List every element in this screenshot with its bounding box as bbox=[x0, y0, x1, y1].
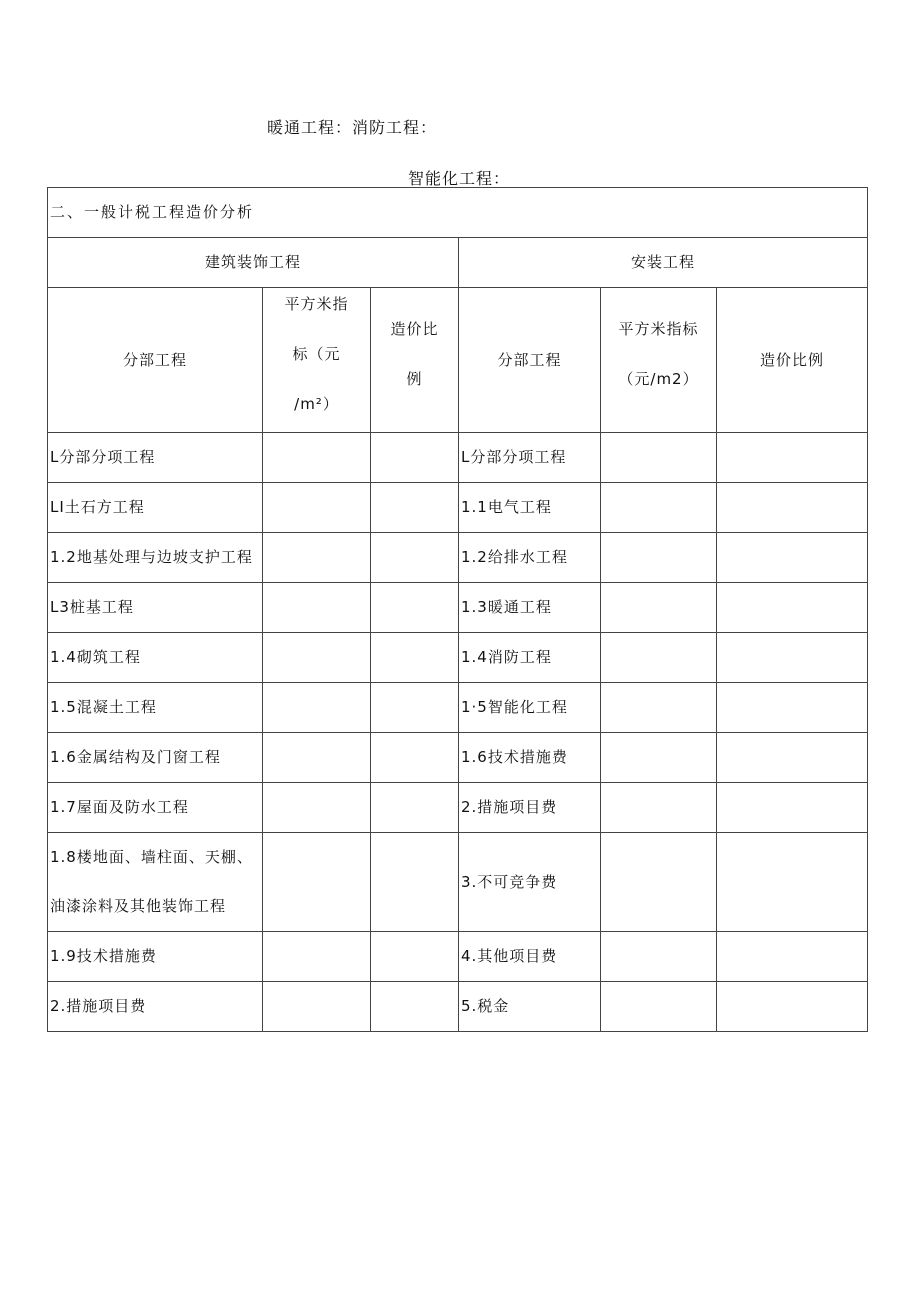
table-row bbox=[48, 483, 868, 533]
left-index-header-l2: 标（元 bbox=[292, 345, 341, 363]
left-ratio-cell bbox=[371, 583, 459, 633]
left-index-cell bbox=[263, 483, 371, 533]
left-index-cell bbox=[263, 982, 371, 1032]
left-item: 1.8楼地面、墙柱面、天棚、油漆涂料及其他装饰工程 bbox=[48, 833, 263, 932]
left-item: L分部分项工程 bbox=[48, 433, 263, 483]
right-index-cell bbox=[601, 932, 717, 982]
right-index-header-l1: 平方米指标 bbox=[618, 320, 699, 338]
right-item: 4.其他项目费 bbox=[459, 932, 601, 982]
group-building-decoration: 建筑装饰工程 bbox=[48, 238, 459, 288]
table-row bbox=[48, 683, 868, 733]
left-ratio-header-l2: 例 bbox=[406, 370, 423, 388]
right-ratio-cell bbox=[717, 982, 868, 1032]
right-item: L分部分项工程 bbox=[459, 433, 601, 483]
left-index-header bbox=[263, 288, 371, 433]
left-item: 1.4砌筑工程 bbox=[48, 633, 263, 683]
left-ratio-cell bbox=[371, 483, 459, 533]
table-row bbox=[48, 583, 868, 633]
left-item: 1.7屋面及防水工程 bbox=[48, 783, 263, 833]
right-index-cell bbox=[601, 833, 717, 932]
left-part-header: 分部工程 bbox=[48, 288, 263, 433]
left-index-cell bbox=[263, 433, 371, 483]
left-ratio-cell bbox=[371, 932, 459, 982]
left-ratio-header-l1: 造价比 bbox=[390, 320, 439, 338]
left-index-header-l3: /m²） bbox=[294, 395, 339, 413]
right-ratio-cell bbox=[717, 783, 868, 833]
right-index-cell bbox=[601, 433, 717, 483]
left-index-cell bbox=[263, 633, 371, 683]
left-ratio-header bbox=[371, 288, 459, 433]
right-index-cell bbox=[601, 583, 717, 633]
right-item: 3.不可竞争费 bbox=[459, 833, 601, 932]
left-item: 1.6金属结构及门窗工程 bbox=[48, 733, 263, 783]
right-index-cell bbox=[601, 982, 717, 1032]
right-ratio-cell bbox=[717, 683, 868, 733]
right-index-cell bbox=[601, 533, 717, 583]
right-ratio-cell bbox=[717, 733, 868, 783]
right-ratio-cell bbox=[717, 633, 868, 683]
right-ratio-cell bbox=[717, 833, 868, 932]
left-index-cell bbox=[263, 533, 371, 583]
left-index-cell bbox=[263, 833, 371, 932]
left-index-cell bbox=[263, 932, 371, 982]
left-ratio-cell bbox=[371, 433, 459, 483]
right-item: 1.1电气工程 bbox=[459, 483, 601, 533]
right-index-cell bbox=[601, 683, 717, 733]
right-item: 1.3暖通工程 bbox=[459, 583, 601, 633]
left-ratio-cell bbox=[371, 833, 459, 932]
table-row bbox=[48, 833, 868, 932]
right-item: 5.税金 bbox=[459, 982, 601, 1032]
right-ratio-header: 造价比例 bbox=[717, 288, 868, 433]
right-index-cell bbox=[601, 733, 717, 783]
left-ratio-cell bbox=[371, 733, 459, 783]
right-ratio-cell bbox=[717, 533, 868, 583]
table-row bbox=[48, 533, 868, 583]
left-index-cell bbox=[263, 683, 371, 733]
left-ratio-cell bbox=[371, 683, 459, 733]
left-index-header-l1: 平方米指 bbox=[284, 295, 349, 313]
group-installation: 安装工程 bbox=[459, 238, 868, 288]
right-item: 2.措施项目费 bbox=[459, 783, 601, 833]
left-item: 1.5混凝土工程 bbox=[48, 683, 263, 733]
heading-hvac-fire: 暖通工程：消防工程： bbox=[267, 118, 438, 137]
left-index-cell bbox=[263, 783, 371, 833]
left-ratio-cell bbox=[371, 783, 459, 833]
table-row bbox=[48, 433, 868, 483]
left-index-cell bbox=[263, 733, 371, 783]
cost-analysis-table bbox=[47, 187, 868, 1032]
right-item: 1.4消防工程 bbox=[459, 633, 601, 683]
right-index-cell bbox=[601, 483, 717, 533]
table-row bbox=[48, 733, 868, 783]
right-item: 1.6技术措施费 bbox=[459, 733, 601, 783]
right-part-header: 分部工程 bbox=[459, 288, 601, 433]
table-row bbox=[48, 932, 868, 982]
left-ratio-cell bbox=[371, 633, 459, 683]
left-item: L3桩基工程 bbox=[48, 583, 263, 633]
left-item: 1.9技术措施费 bbox=[48, 932, 263, 982]
table-title: 二、一般计税工程造价分析 bbox=[48, 188, 868, 238]
table-row bbox=[48, 783, 868, 833]
right-index-cell bbox=[601, 783, 717, 833]
right-index-header-l2: （元/m2） bbox=[618, 370, 699, 388]
left-ratio-cell bbox=[371, 533, 459, 583]
right-item: 1·5智能化工程 bbox=[459, 683, 601, 733]
table-row bbox=[48, 982, 868, 1032]
left-item: LI土石方工程 bbox=[48, 483, 263, 533]
left-item: 1.2地基处理与边坡支护工程 bbox=[48, 533, 263, 583]
right-ratio-cell bbox=[717, 433, 868, 483]
right-index-cell bbox=[601, 633, 717, 683]
table-row bbox=[48, 633, 868, 683]
left-item: 2.措施项目费 bbox=[48, 982, 263, 1032]
right-ratio-cell bbox=[717, 483, 868, 533]
right-item: 1.2给排水工程 bbox=[459, 533, 601, 583]
right-ratio-cell bbox=[717, 583, 868, 633]
heading-intelligent: 智能化工程： bbox=[408, 169, 511, 188]
right-index-header bbox=[601, 288, 717, 433]
left-ratio-cell bbox=[371, 982, 459, 1032]
left-index-cell bbox=[263, 583, 371, 633]
right-ratio-cell bbox=[717, 932, 868, 982]
